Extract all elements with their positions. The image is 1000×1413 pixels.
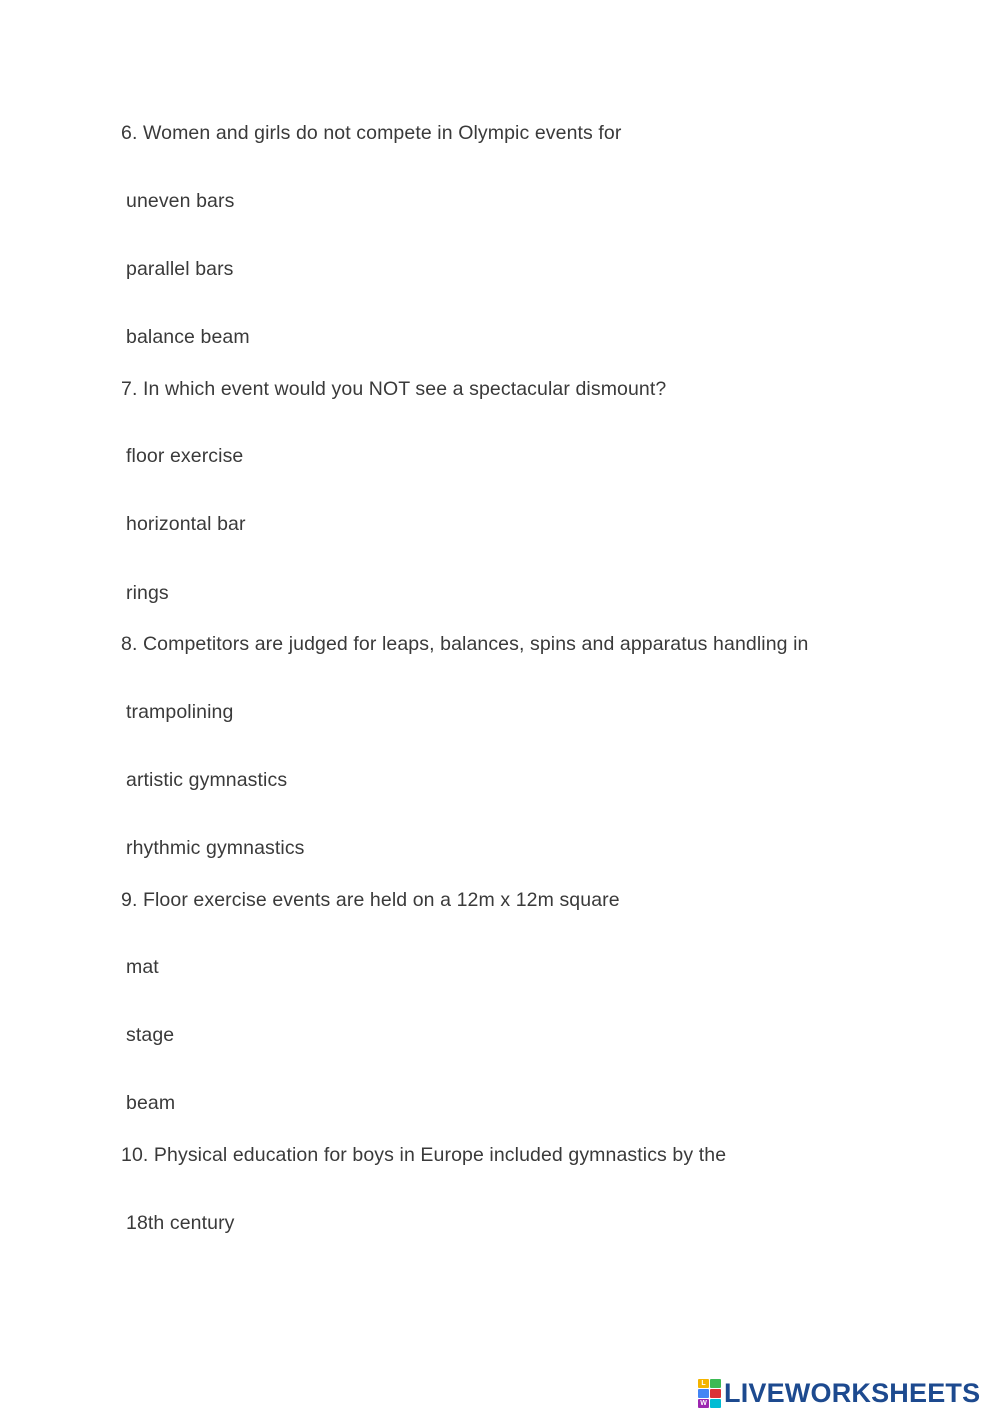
question-8-option-1[interactable]: trampolining — [126, 701, 234, 723]
question-6-option-2[interactable]: parallel bars — [126, 258, 234, 280]
question-9-option-2[interactable]: stage — [126, 1024, 175, 1046]
question-7-option-2[interactable]: horizontal bar — [126, 513, 246, 535]
question-10-option-1[interactable]: 18th century — [126, 1212, 235, 1234]
logo-mark-cell-5: W — [698, 1399, 709, 1408]
logo-mark-cell-1: L — [698, 1379, 709, 1388]
question-6-option-1[interactable]: uneven bars — [126, 190, 235, 212]
liveworksheets-logo — [698, 1378, 980, 1408]
question-9-option-3[interactable]: beam — [126, 1092, 176, 1114]
question-9-text: 9. Floor exercise events are held on a 12m x 12m square — [121, 889, 620, 911]
question-8-text: 8. Competitors are judged for leaps, balances, spins and apparatus handling in — [121, 633, 809, 655]
question-10-text: 10. Physical education for boys in Europe included gymnastics by the — [121, 1144, 727, 1166]
question-6-option-3[interactable]: balance beam — [126, 326, 250, 348]
question-8-option-3[interactable]: rhythmic gymnastics — [126, 837, 305, 859]
logo-mark-cell-3 — [698, 1389, 709, 1398]
question-7-option-3[interactable]: rings — [126, 582, 169, 604]
logo-mark-cell-6 — [710, 1399, 721, 1408]
liveworksheets-logo-text: LIVEWORKSHEETS — [724, 1378, 981, 1408]
question-9-option-1[interactable]: mat — [126, 956, 159, 978]
logo-mark-cell-4 — [710, 1389, 721, 1398]
liveworksheets-logo-icon — [698, 1379, 721, 1408]
question-7-text: 7. In which event would you NOT see a spectacular dismount? — [121, 378, 667, 400]
question-6-text: 6. Women and girls do not compete in Olympic events for — [121, 122, 622, 144]
question-8-option-2[interactable]: artistic gymnastics — [126, 769, 288, 791]
logo-mark-cell-2 — [710, 1379, 721, 1388]
question-7-option-1[interactable]: floor exercise — [126, 445, 244, 467]
